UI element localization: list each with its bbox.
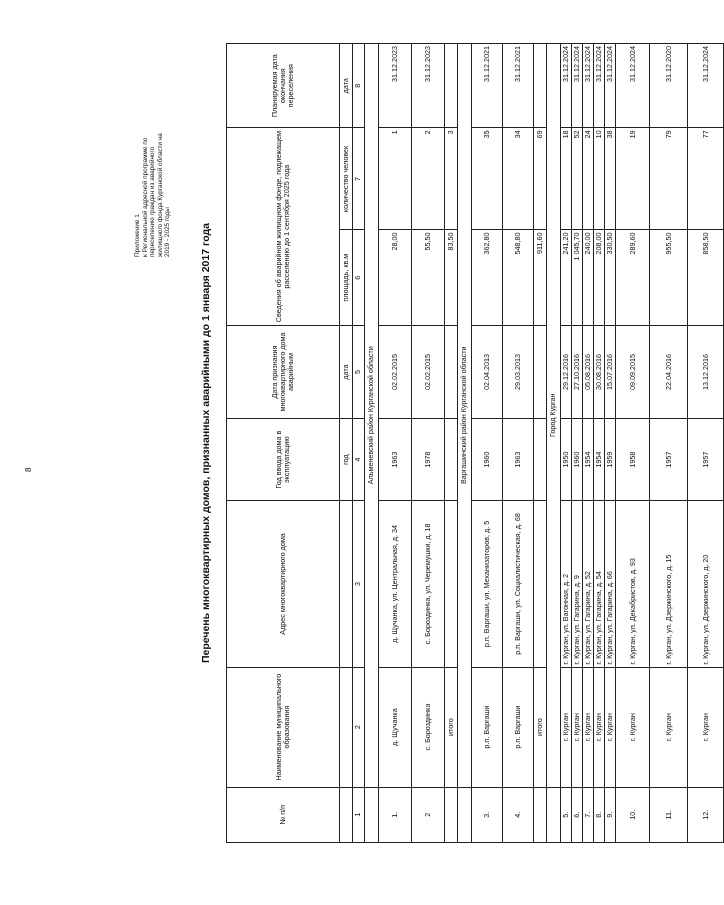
people-cell: 18	[561, 128, 572, 230]
municipality-cell: г. Курган	[583, 667, 594, 787]
area-cell: 955,50	[650, 230, 688, 325]
row-number: 2	[412, 787, 445, 842]
area-cell: 28,00	[379, 230, 412, 325]
year-cell: 1978	[412, 419, 445, 501]
municipality-cell: р.п. Варгаши	[503, 667, 534, 787]
appendix-line: 2019 - 2025 годы	[164, 207, 172, 257]
area-cell: 55,50	[412, 230, 445, 325]
year-cell: 1960	[472, 419, 503, 501]
area-cell: 330,50	[605, 230, 616, 325]
column-number: 4	[353, 419, 365, 501]
address-cell: г. Курган, ул. Гагарина, д. 54	[594, 501, 605, 667]
section-spacer	[547, 787, 561, 842]
municipality-cell: г. Курган	[605, 667, 616, 787]
area-cell: 362,80	[472, 230, 503, 325]
column-number: 5	[353, 325, 365, 418]
subtotal-area: 911,60	[534, 230, 547, 325]
header-municipality: Наименование муниципального образования	[227, 667, 340, 787]
header-year: Год ввода дома в эксплуатацию	[227, 419, 340, 501]
row-number: 4.	[503, 787, 534, 842]
end-date-cell: 31.12.2023	[412, 44, 445, 128]
end-date-cell: 31.12.2020	[650, 44, 688, 128]
people-cell: 2	[412, 128, 445, 230]
year-cell: 1960	[572, 419, 583, 501]
address-cell: г. Курган, ул. Гагарина, д. 9	[572, 501, 583, 667]
document-title: Перечень многоквартирных домов, признанных аварийными до 1 января 2017 года	[200, 223, 212, 664]
municipality-cell: с. Бороздинка	[412, 667, 445, 787]
year-cell	[445, 419, 458, 501]
address-cell: г. Курган, ул. Декабристов, д. 93	[616, 501, 650, 667]
end-date-cell: 31.12.2024	[572, 44, 583, 128]
emergency-date-cell: 15.07.2016	[605, 325, 616, 418]
end-date-cell: 31.12.2024	[688, 44, 724, 128]
people-cell: 38	[605, 128, 616, 230]
emergency-date-cell: 09.09.2015	[616, 325, 650, 418]
municipality-cell: г. Курган	[594, 667, 605, 787]
header-unit-end-date: дата	[340, 44, 353, 128]
appendix-line: переселению граждан из аварийного	[149, 146, 157, 257]
emergency-date-cell: 05.08.2016	[583, 325, 594, 418]
people-cell: 1	[379, 128, 412, 230]
header-num: № п/п	[227, 787, 340, 842]
appendix-note	[134, 47, 172, 257]
municipality-cell: г. Курган	[688, 667, 724, 787]
area-cell: 289,60	[616, 230, 650, 325]
header-unit-blank	[340, 787, 353, 842]
header-housing-info: Сведения об аварийном жилищном фонде, подлежащем расселению до 1 сентября 2025 года	[227, 128, 340, 326]
emergency-date-cell: 29.12.2016	[561, 325, 572, 418]
people-cell: 34	[503, 128, 534, 230]
people-cell: 35	[472, 128, 503, 230]
header-planned-end: Планируемая дата окончания переселения	[227, 44, 340, 128]
header-unit-blank	[340, 501, 353, 667]
column-number: 6	[353, 230, 365, 325]
people-cell: 19	[616, 128, 650, 230]
rotated-page-content	[130, 43, 710, 843]
area-cell: 548,80	[503, 230, 534, 325]
end-date-cell: 31.12.2024	[594, 44, 605, 128]
end-date-cell	[534, 44, 547, 128]
row-number: 6.	[572, 787, 583, 842]
end-date-cell: 31.12.2024	[583, 44, 594, 128]
address-cell	[445, 501, 458, 667]
subtotal-area: 83,50	[445, 230, 458, 325]
end-date-cell: 31.12.2024	[561, 44, 572, 128]
address-cell: с. Бороздинка, ул. Черемушки, д. 18	[412, 501, 445, 667]
emergency-date-cell	[534, 325, 547, 418]
emergency-date-cell: 13.12.2016	[688, 325, 724, 418]
area-cell: 1 045,70	[572, 230, 583, 325]
header-unit-blank	[340, 667, 353, 787]
emergency-date-cell: 02.04.2013	[472, 325, 503, 418]
end-date-cell: 31.12.2024	[616, 44, 650, 128]
people-cell: 77	[688, 128, 724, 230]
year-cell: 1959	[605, 419, 616, 501]
area-cell: 208,00	[594, 230, 605, 325]
section-spacer	[458, 787, 472, 842]
row-number	[534, 787, 547, 842]
municipality-cell: г. Курган	[561, 667, 572, 787]
row-number: 10.	[616, 787, 650, 842]
end-date-cell	[445, 44, 458, 128]
address-cell: г. Курган, ул. Гагарина, д. 66	[605, 501, 616, 667]
emergency-date-cell: 02.02.2015	[379, 325, 412, 418]
end-date-cell: 31.12.2021	[503, 44, 534, 128]
address-cell: г. Курган, ул. Вагонная, д. 2	[561, 501, 572, 667]
municipality-cell: г. Курган	[572, 667, 583, 787]
subtotal-label: итого	[445, 667, 458, 787]
people-cell: 79	[650, 128, 688, 230]
column-number: 1	[353, 787, 365, 842]
municipality-cell: г. Курган	[616, 667, 650, 787]
year-cell: 1957	[650, 419, 688, 501]
year-cell: 1950	[561, 419, 572, 501]
houses-table	[226, 43, 724, 843]
header-unit-area: площадь, кв.м	[340, 230, 353, 325]
municipality-cell: р.п. Варгаши	[472, 667, 503, 787]
emergency-date-cell: 30.08.2016	[594, 325, 605, 418]
address-cell: г. Курган, ул. Гагарина, д. 52	[583, 501, 594, 667]
subtotal-label: итого	[534, 667, 547, 787]
row-number: 3.	[472, 787, 503, 842]
header-emergency-date: Дата признания многоквартирного дома аварийным	[227, 325, 340, 418]
column-number: 7	[353, 128, 365, 230]
row-number: 5.	[561, 787, 572, 842]
address-cell: р.п. Варгаши, ул. Механизаторов, д. 5	[472, 501, 503, 667]
year-cell	[534, 419, 547, 501]
end-date-cell: 31.12.2021	[472, 44, 503, 128]
emergency-date-cell: 27.10.2016	[572, 325, 583, 418]
people-cell: 24	[583, 128, 594, 230]
year-cell: 1957	[688, 419, 724, 501]
area-cell: 858,50	[688, 230, 724, 325]
emergency-date-cell: 02.02.2015	[412, 325, 445, 418]
year-cell: 1963	[503, 419, 534, 501]
emergency-date-cell: 22.04.2016	[650, 325, 688, 418]
address-cell: г. Курган, ул. Дзержинского, д. 15	[650, 501, 688, 667]
row-number: 11.	[650, 787, 688, 842]
emergency-date-cell	[445, 325, 458, 418]
row-number: 9.	[605, 787, 616, 842]
column-number: 8	[353, 44, 365, 128]
end-date-cell: 31.12.2024	[605, 44, 616, 128]
section-spacer	[365, 787, 379, 842]
row-number: 7.	[583, 787, 594, 842]
people-cell: 10	[594, 128, 605, 230]
page-number: 8	[24, 467, 33, 472]
end-date-cell: 31.12.2023	[379, 44, 412, 128]
emergency-date-cell: 29.03.2013	[503, 325, 534, 418]
year-cell: 1963	[379, 419, 412, 501]
address-cell: р.п. Варгаши, ул. Социалистическая, д. 68	[503, 501, 534, 667]
year-cell: 1954	[583, 419, 594, 501]
row-number: 8.	[594, 787, 605, 842]
year-cell: 1954	[594, 419, 605, 501]
header-unit-year: год	[340, 419, 353, 501]
section-header: Альменевский район Курганской области	[365, 44, 379, 788]
municipality-cell: г. Курган	[650, 667, 688, 787]
subtotal-people: 69	[534, 128, 547, 230]
appendix-line: жилищного фонда Курганской области на	[156, 133, 164, 257]
header-unit-date: дата	[340, 325, 353, 418]
address-cell	[534, 501, 547, 667]
area-cell: 240,00	[583, 230, 594, 325]
section-header: Город Курган	[547, 44, 561, 788]
address-cell: д. Щучанка, ул. Центральная, д. 34	[379, 501, 412, 667]
municipality-cell: д. Щучанка	[379, 667, 412, 787]
row-number	[445, 787, 458, 842]
section-header: Варгашинский район Курганской области	[458, 44, 472, 788]
address-cell: г. Курган, ул. Дзержинского, д. 20	[688, 501, 724, 667]
people-cell: 52	[572, 128, 583, 230]
area-cell: 241,20	[561, 230, 572, 325]
appendix-line: Приложение 1	[134, 214, 141, 257]
header-unit-people: количество человек	[340, 128, 353, 230]
column-number: 3	[353, 501, 365, 667]
header-address: Адрес многоквартирного дома	[227, 501, 340, 667]
year-cell: 1958	[616, 419, 650, 501]
column-number: 2	[353, 667, 365, 787]
row-number: 1.	[379, 787, 412, 842]
appendix-line: к Региональной адресной программе по	[141, 137, 149, 257]
row-number: 12.	[688, 787, 724, 842]
subtotal-people: 3	[445, 128, 458, 230]
